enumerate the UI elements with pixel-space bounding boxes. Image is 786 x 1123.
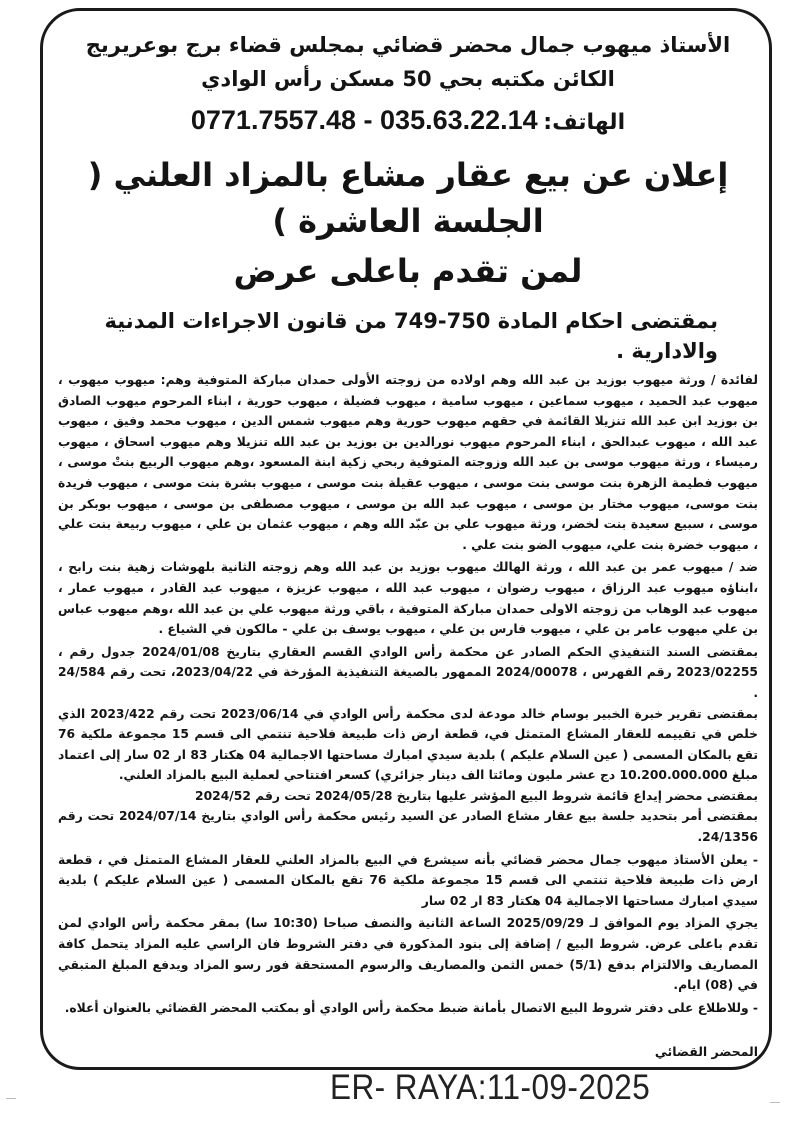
phone-label: الهاتف:: [543, 110, 626, 135]
expert-report-paragraph: بمقتضى تقرير خبرة الخبير بوسام خالد مودعة لدى محكمة رأس الوادي في 2023/06/14 تحت رقم 2023/422 الذي خلص في تقييمه للعقار المشاع المتمثل في، قطعة ارض ذات طبيعة فلاحية تنتمي الى قسم 15 مجموعة ملكية 76 تقع بالمكان المسمى ( عين السلام عليكم ) بلدية سيدي امبارك مساحتها الاجمالية 04 هكتار 83 ار 02 سار إلى اعتماد مبلغ 10.200.000.000 دج عشر مليون ومائتا الف دينار جزائري) كسعر افتتاحي لعملية البيع بالمزاد العلني.: [58, 706, 758, 783]
signature: المحضر القضائي: [654, 1044, 758, 1060]
announcement-paragraph: - يعلن الأستاذ ميهوب جمال محضر قضائي بأنه سيشرع في البيع بالمزاد العلني للعقار المشاع المتمثل في ، قطعة ارض ذات طبيعة فلاحية تنتمي الى قسم 15 مجموعة ملكية 76 تقع بالمكان المسمى ( عين السلام عليكم ) بلدية سيدي امبارك مساحتها الاجمالية 04 هكتار 83 ار 02 سار: [58, 852, 758, 908]
notice-body: [58, 370, 758, 1018]
legal-basis: بمقتضى احكام المادة 750-749 من قانون الاجراءات المدنية والادارية .: [104, 309, 718, 363]
defendants-paragraph: ضد / ميهوب عمر بن عبد الله ، ورثة الهالك ميهوب بوزيد بن عبد الله وهم زوجته الثانية بلهوشات زهية بنت رابح ، ،ابناؤه ميهوب عبد الرزاق ، ميهوب رضوان ، ميهوب عبد الله ، ميهوب عزيزة ، ميهوب عبد القادر ، ميهوب عمار ، ميهوب عبد الوهاب من زوجته الاولى حمدان مباركة المتوفية ، باقي ورثة ميهوب علي بن عبد الله ،وهم ميهوب عباس بن علي ميهوب عامر بن علي ، ميهوب فارس بن علي ، ميهوب يوسف بن علي - مالكون في الشياع .: [58, 560, 758, 637]
newspaper-stamp: ER- RAYA:11-09-2025: [330, 1068, 651, 1107]
sale-order-paragraph: بمقتضى أمر بتحديد جلسة بيع عقار مشاع الصادر عن السيد رئيس محكمة رأس الوادي بتاريخ 2024/07/14 تحت رقم 24/1356.: [58, 809, 758, 845]
judgment-paragraph: بمقتضى السند التنفيذي الحكم الصادر عن محكمة رأس الوادي القسم العقاري بتاريخ 2024/01/08 جدول رقم ، 2023/02255 رقم الفهرس ، 2024/00078 الممهور بالصيغة التنفيذية المؤرخة في 2023/04/22، تحت رقم 24/584 .: [58, 644, 758, 700]
notice-title: إعلان عن بيع عقار مشاع بالمزاد العلني ( الجلسة العاشرة ): [87, 156, 729, 240]
phone-numbers: 0771.7557.48 - 035.63.22.14: [190, 105, 538, 135]
auction-date-paragraph: يجري المزاد يوم الموافق لـ 2025/09/29 الساعة الثانية والنصف صباحا (10:30 سا) بمقر محكمة رأس الوادي لمن تقدم باعلى عرض. شروط البيع / إضافة إلى بنود المذكورة في دفتر الشروط فان الراسي عليه المزاد يتحمل كافة المصاريف والالتزام بدفع (5/1) خمس الثمن والمصاريف والرسوم المستحقة فور رسو المزاد ويدفع المبلغ المتبقي في (08) ايام.: [58, 916, 759, 993]
notice-subtitle: لمن تقدم باعلى عرض: [233, 252, 583, 290]
beneficiaries-paragraph: لفائدة / ورثة ميهوب بوزيد بن عبد الله وهم اولاده من زوجته الأولى حمدان مباركة المتوفية وهم: ميهوب ميهوب ، ميهوب عبد الحميد ، ميهوب سماعين ، ميهوب سامية ، ميهوب فضيلة ، ميهوب حورية ، ابناء المرحوم ميهوب الصادق بن بوزيد ابن عبد الله تنزيلا القائمة في حقهم ميهوب حورية وهم ميهوب شمس الدين ، ميهوب محمد وفيق ، ميهوب عبد الله ، ميهوب عبدالحق ، ابناء المرحوم ميهوب نورالدين بن بوزيد بن عبد الله تنزيلا وهم ميهوب اسحاق ، ميهوب رميساء ، ورثة ميهوب موسى بن عبد الله وزوجته المتوفية ربحي زكية ابنة المسعود ،وهم ميهوب الربيع بنتْ موسى ، ميهوب فطيمة الزهرة بنت موسى بنت موسى ، ميهوب عقيلة بنت موسى ، ميهوب بشرة بنت موسى ، ميهوب فريدة بنت موسى، ميهوب مختار بن موسى ، ميهوب عبد الله بن موسى ، ميهوب مصطفى بن موسى ، ميهوب بوبكر بن موسى ، سبيع سعيدة بنت لخضر، ورثة ميهوب علي بن عبّد الله وهم ، ميهوب عثمان بن علي ، ميهوب ربيعة بنت علي ، ميهوب خضرة بنت علي، ميهوب الضو بنت علي .: [58, 373, 758, 552]
contact-paragraph: - وللاطلاع على دفتر شروط البيع الاتصال بأمانة ضبط محكمة رأس الوادي أو بمكتب المحضر القضائي بالعنوان أعلاه.: [64, 1000, 758, 1015]
bailiff-name-line: الأستاذ ميهوب جمال محضر قضائي بمجلس قضاء برج بوعريريج: [85, 33, 731, 57]
office-address-line: الكائن مكتبه بحي 50 مسكن رأس الوادي: [201, 67, 615, 91]
legal-notice: [58, 16, 758, 1066]
phone-line: [58, 102, 758, 142]
conditions-deposit-paragraph: بمقتضى محضر إيداع قائمة شروط البيع المؤشر عليها بتاريخ 2024/05/28 تحت رقم 2024/52: [195, 788, 758, 803]
scan-mark-right: [770, 1102, 780, 1103]
scan-mark-left: [6, 1098, 16, 1099]
